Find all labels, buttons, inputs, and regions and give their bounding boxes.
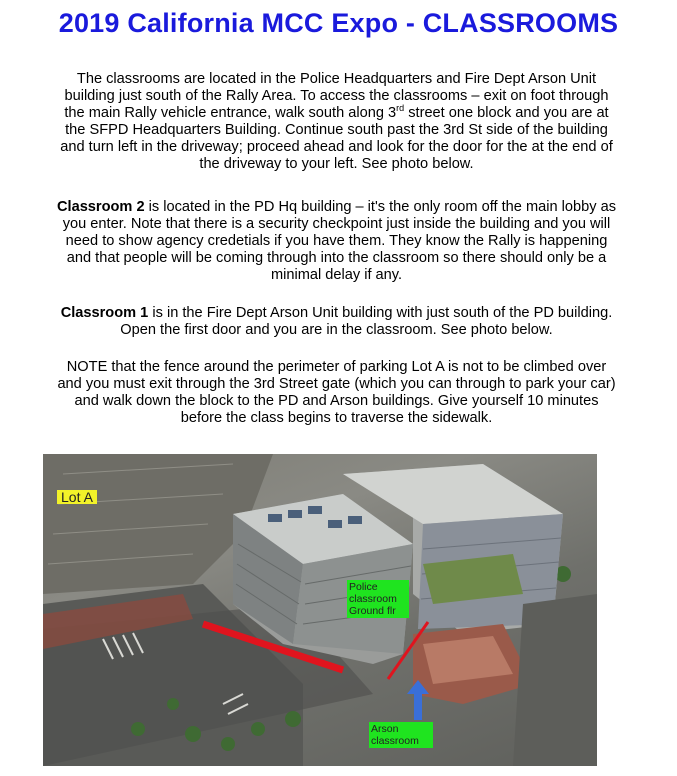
aerial-illustration: [43, 454, 597, 766]
classroom-2-paragraph: [14, 199, 659, 284]
classroom-2-line: [14, 199, 659, 216]
note-line: NOTE that the fence around the perimeter of parking Lot A is not to be climbed over: [66, 359, 607, 375]
classroom-2-line: and that people will be coming through into the classroom so there should only be a: [66, 250, 607, 266]
classroom-1-line: Open the first door and you are in the classroom. See photo below.: [120, 322, 553, 338]
intro-line: building just south of the Rally Area. To access the classrooms – exit on foot through: [64, 88, 609, 104]
police-classroom-label: [347, 580, 409, 618]
adjacent-roof: [343, 464, 563, 524]
classroom-1-heading: Classroom 1: [60, 305, 149, 321]
intro-text: street one block and you are at: [404, 105, 609, 121]
intro-line: [14, 105, 659, 122]
intro-line: The classrooms are located in the Police Headquarters and Fire Dept Arson Unit: [76, 71, 597, 87]
intro-line: and turn left in the driveway; proceed ahead and look for the door for the at the end of: [60, 139, 613, 155]
classroom-2-line: need to show agency credetials if you have them. They know the Rally is happening: [65, 233, 608, 249]
arson-label-line: classroom: [371, 735, 419, 747]
note-paragraph: [14, 359, 659, 427]
lot-a-label: Lot A: [57, 490, 97, 504]
classroom-2-line: minimal delay if any.: [270, 267, 403, 283]
police-label-line: Police: [349, 581, 378, 593]
arson-label-line: Arson: [371, 723, 399, 735]
police-label-line: Ground flr: [349, 605, 396, 617]
intro-line: the SFPD Headquarters Building. Continue south past the 3rd St side of the building: [65, 122, 608, 138]
note-line: and you must exit through the 3rd Street gate (which you can through to park your car): [57, 376, 616, 392]
aerial-photo: [43, 454, 597, 766]
intro-paragraph: [14, 71, 659, 173]
arson-classroom-label: [369, 722, 433, 748]
classroom-1-line: [14, 305, 659, 322]
classroom-2-text: is located in the PD Hq building – it's the only room off the main lobby as: [144, 199, 616, 215]
page-title: 2019 California MCC Expo - CLASSROOMS: [58, 8, 619, 38]
classroom-2-line: you enter. Note that there is a security checkpoint just inside the building and you will: [62, 216, 611, 232]
classroom-1-text: is in the Fire Dept Arson Unit building with just south of the PD building.: [148, 305, 613, 321]
ordinal-suffix: rd: [396, 103, 405, 114]
intro-text: the main Rally vehicle entrance, walk south along 3: [64, 105, 397, 121]
intro-line: the driveway to your left. See photo below.: [199, 156, 474, 172]
note-line: before the class begins to traverse the sidewalk.: [180, 410, 493, 426]
classroom-2-heading: Classroom 2: [56, 199, 145, 215]
classroom-1-paragraph: [14, 305, 659, 339]
east-street: [513, 594, 597, 766]
arson-arrow-shaft: [414, 692, 422, 720]
note-line: and walk down the block to the PD and Arson buildings. Give yourself 10 minutes: [74, 393, 599, 409]
police-label-line: classroom: [349, 593, 397, 605]
